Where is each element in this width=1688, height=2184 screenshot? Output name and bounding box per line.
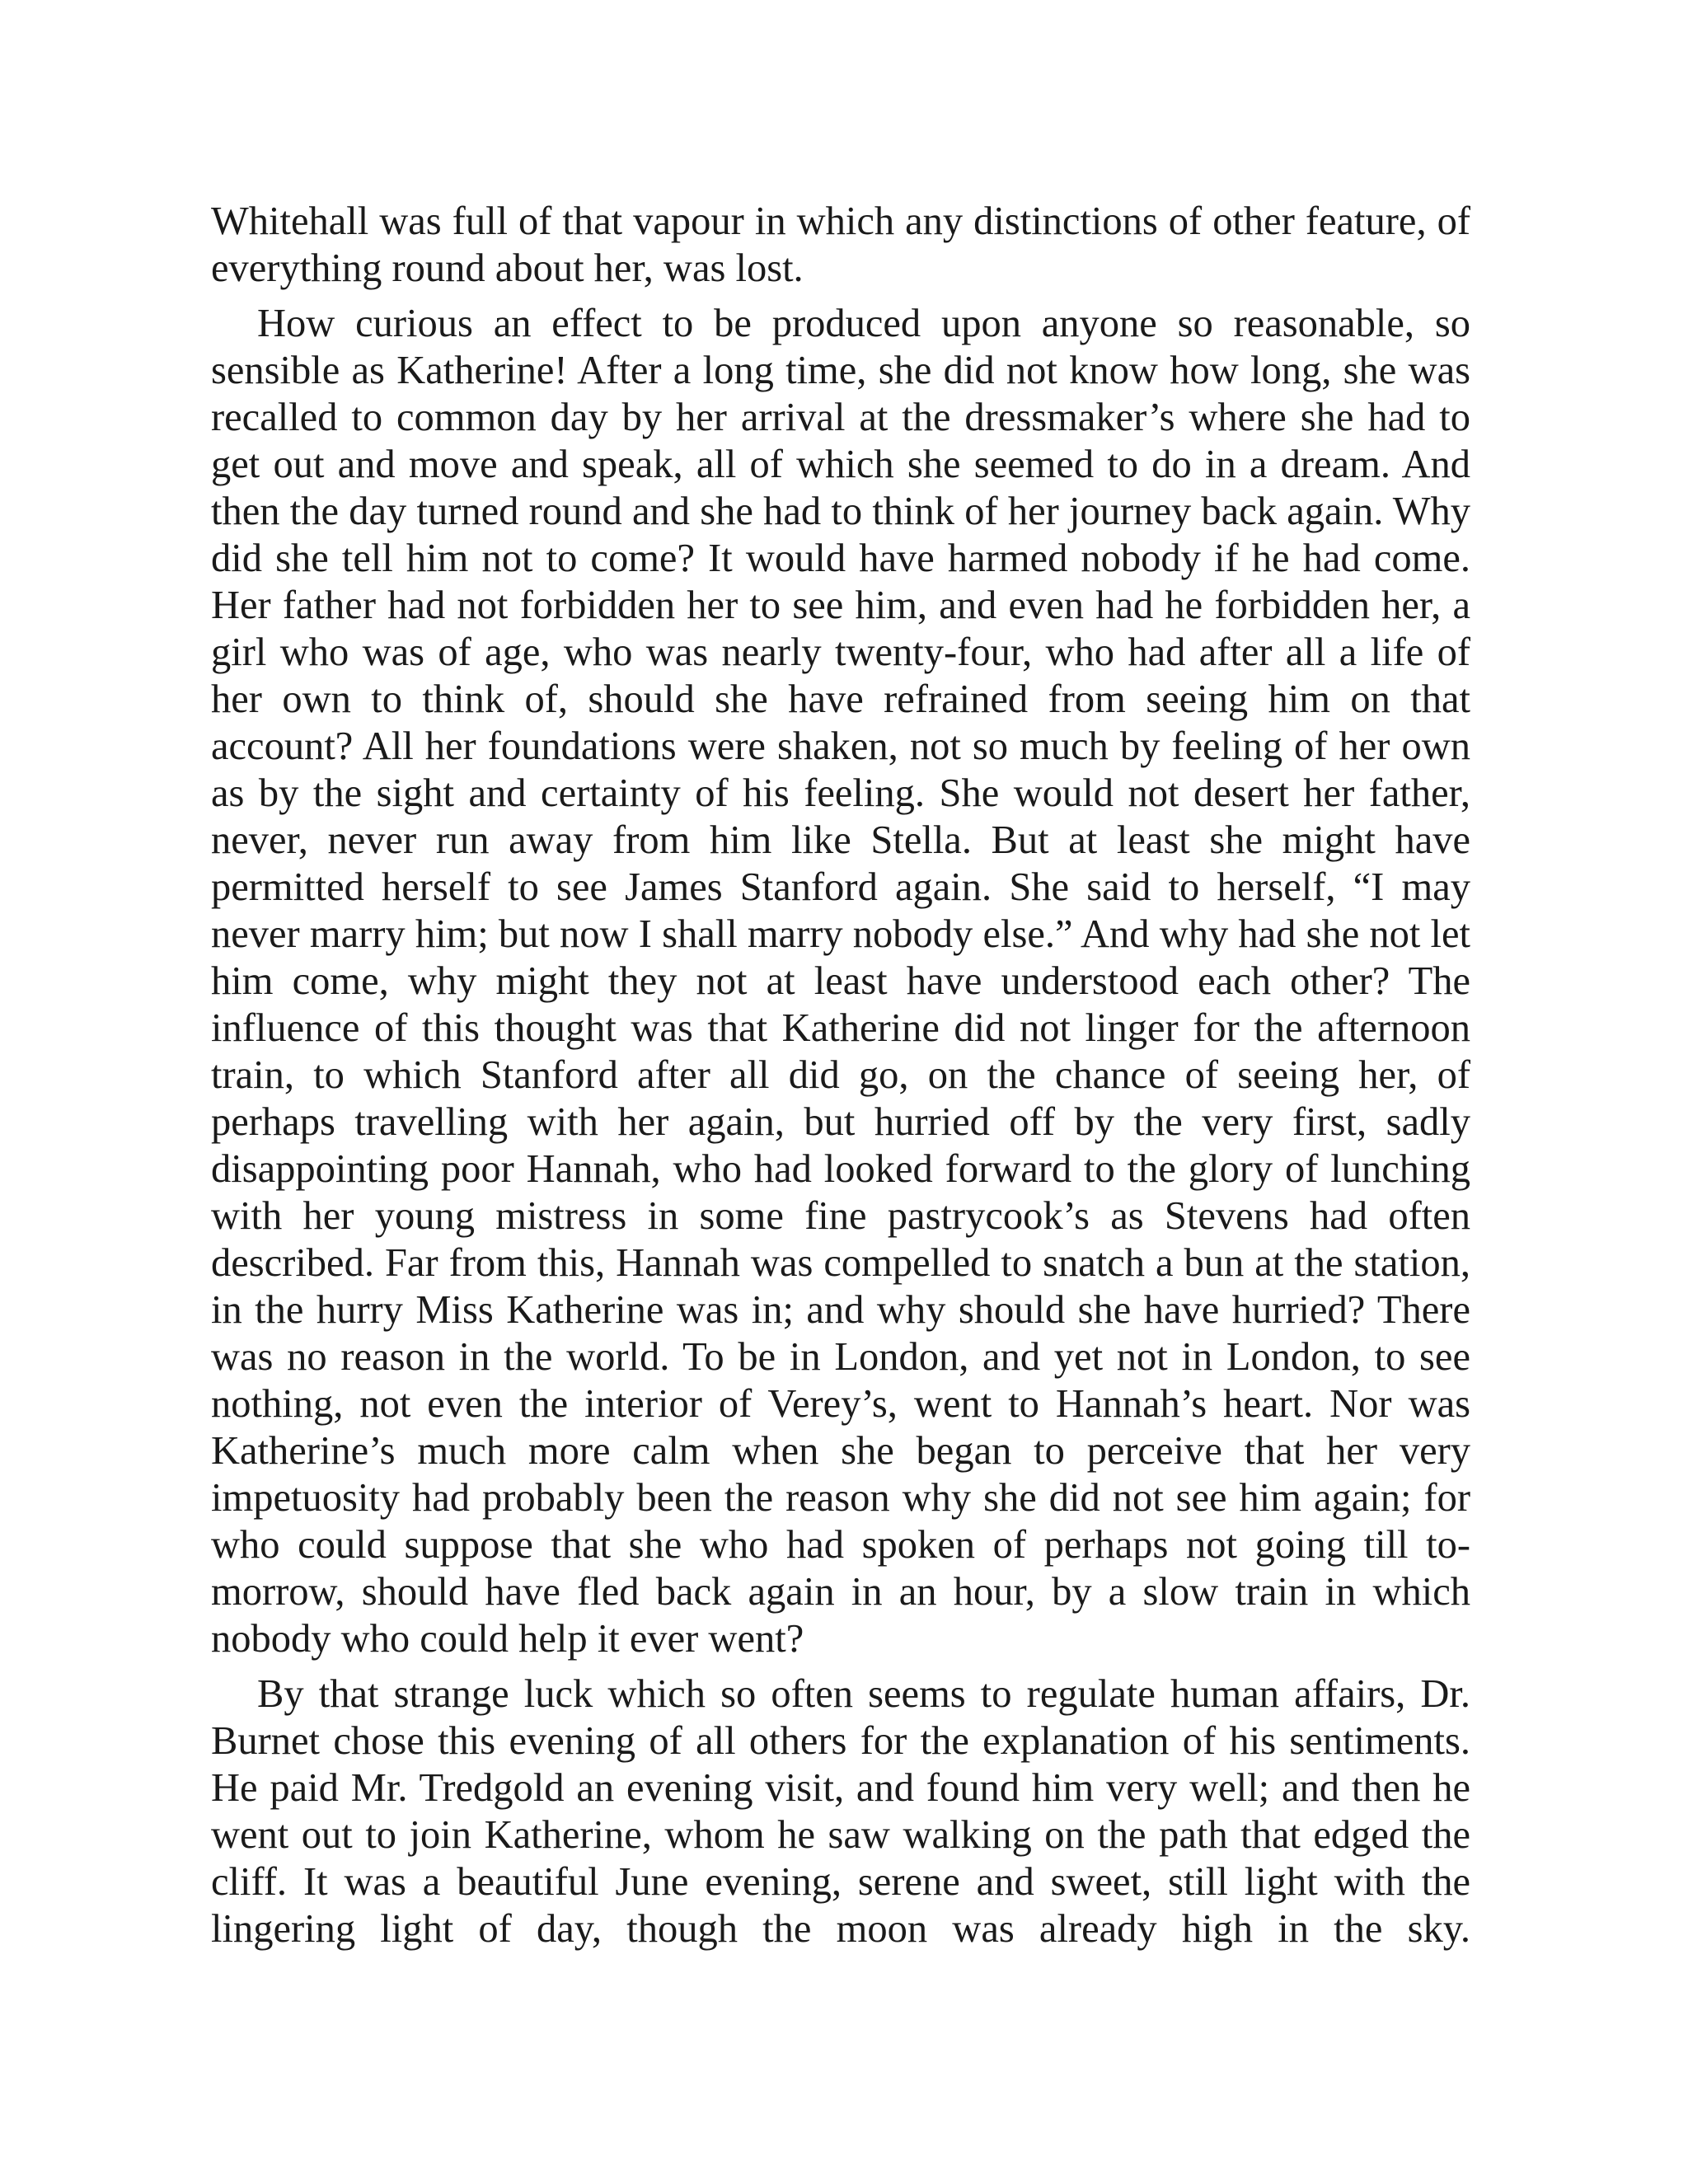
paragraph-dr-burnet: By that strange luck which so often seems to regulate human affairs, Dr. Burnet chose this evening of all others for the explanation of his sentiments. He paid Mr. Tredgold an evening visit, and found him very well; and then he went out to join Katherine, whom he saw walking on the path that edged the cliff. It was a beautiful June evening, serene and sweet, still light with the lingering light of day, though the moon was already high in the sky.: [211, 1672, 1470, 1951]
paragraph-katherine-journey: How curious an effect to be produced upon anyone so reasonable, so sensible as Katherine! After a long time, she did not know how long, she was recalled to common day by her arrival at the dressmaker’s where she had to get out and move and speak, all of which she seemed to do in a dream. And then the day turned round and she had to think of her journey back again. Why did she tell him not to come? It would have harmed nobody if he had come. Her father had not forbidden her to see him, and even had he forbidden her, a girl who was of age, who was nearly twenty-four, who had after all a life of her own to think of, should she have refrained from seeing him on that account? All her foundations were shaken, not so much by feeling of her own as by the sight and certainty of his feeling. She would not desert her father, never, never run away from him like Stella. But at least she might have permitted herself to see James Stanford again. She said to herself, “I may never marry him; but now I shall marry nobody else.” And why had she not let him come, why might they not at least have understood each other? The influence of this thought was that Katherine did not linger for the afternoon train, to which Stanford after all did go, on the chance of seeing her, of perhaps travelling with her again, but hurried off by the very first, sadly disappointing poor Hannah, who had looked forward to the glory of lunching with her young mistress in some fine pastrycook’s as Stevens had often described. Far from this, Hannah was compelled to snatch a bun at the station, in the hurry Miss Katherine was in; and why should she have hurried? There was no reason in the world. To be in London, and yet not in London, to see nothing, not even the interior of Verey’s, went to Hannah’s heart. Nor was Katherine’s much more calm when she began to perceive that her very impetuosity had probably been the reason why she did not see him again; for who could suppose that she who had spoken of perhaps not going till to-morrow, should have fled back again in an hour, by a slow train in which nobody who could help it ever went?: [211, 302, 1470, 1661]
paragraph-continuation: Whitehall was full of that vapour in which any distinctions of other feature, of everything round about her, was lost.: [211, 199, 1470, 290]
book-page: [211, 198, 1470, 1952]
